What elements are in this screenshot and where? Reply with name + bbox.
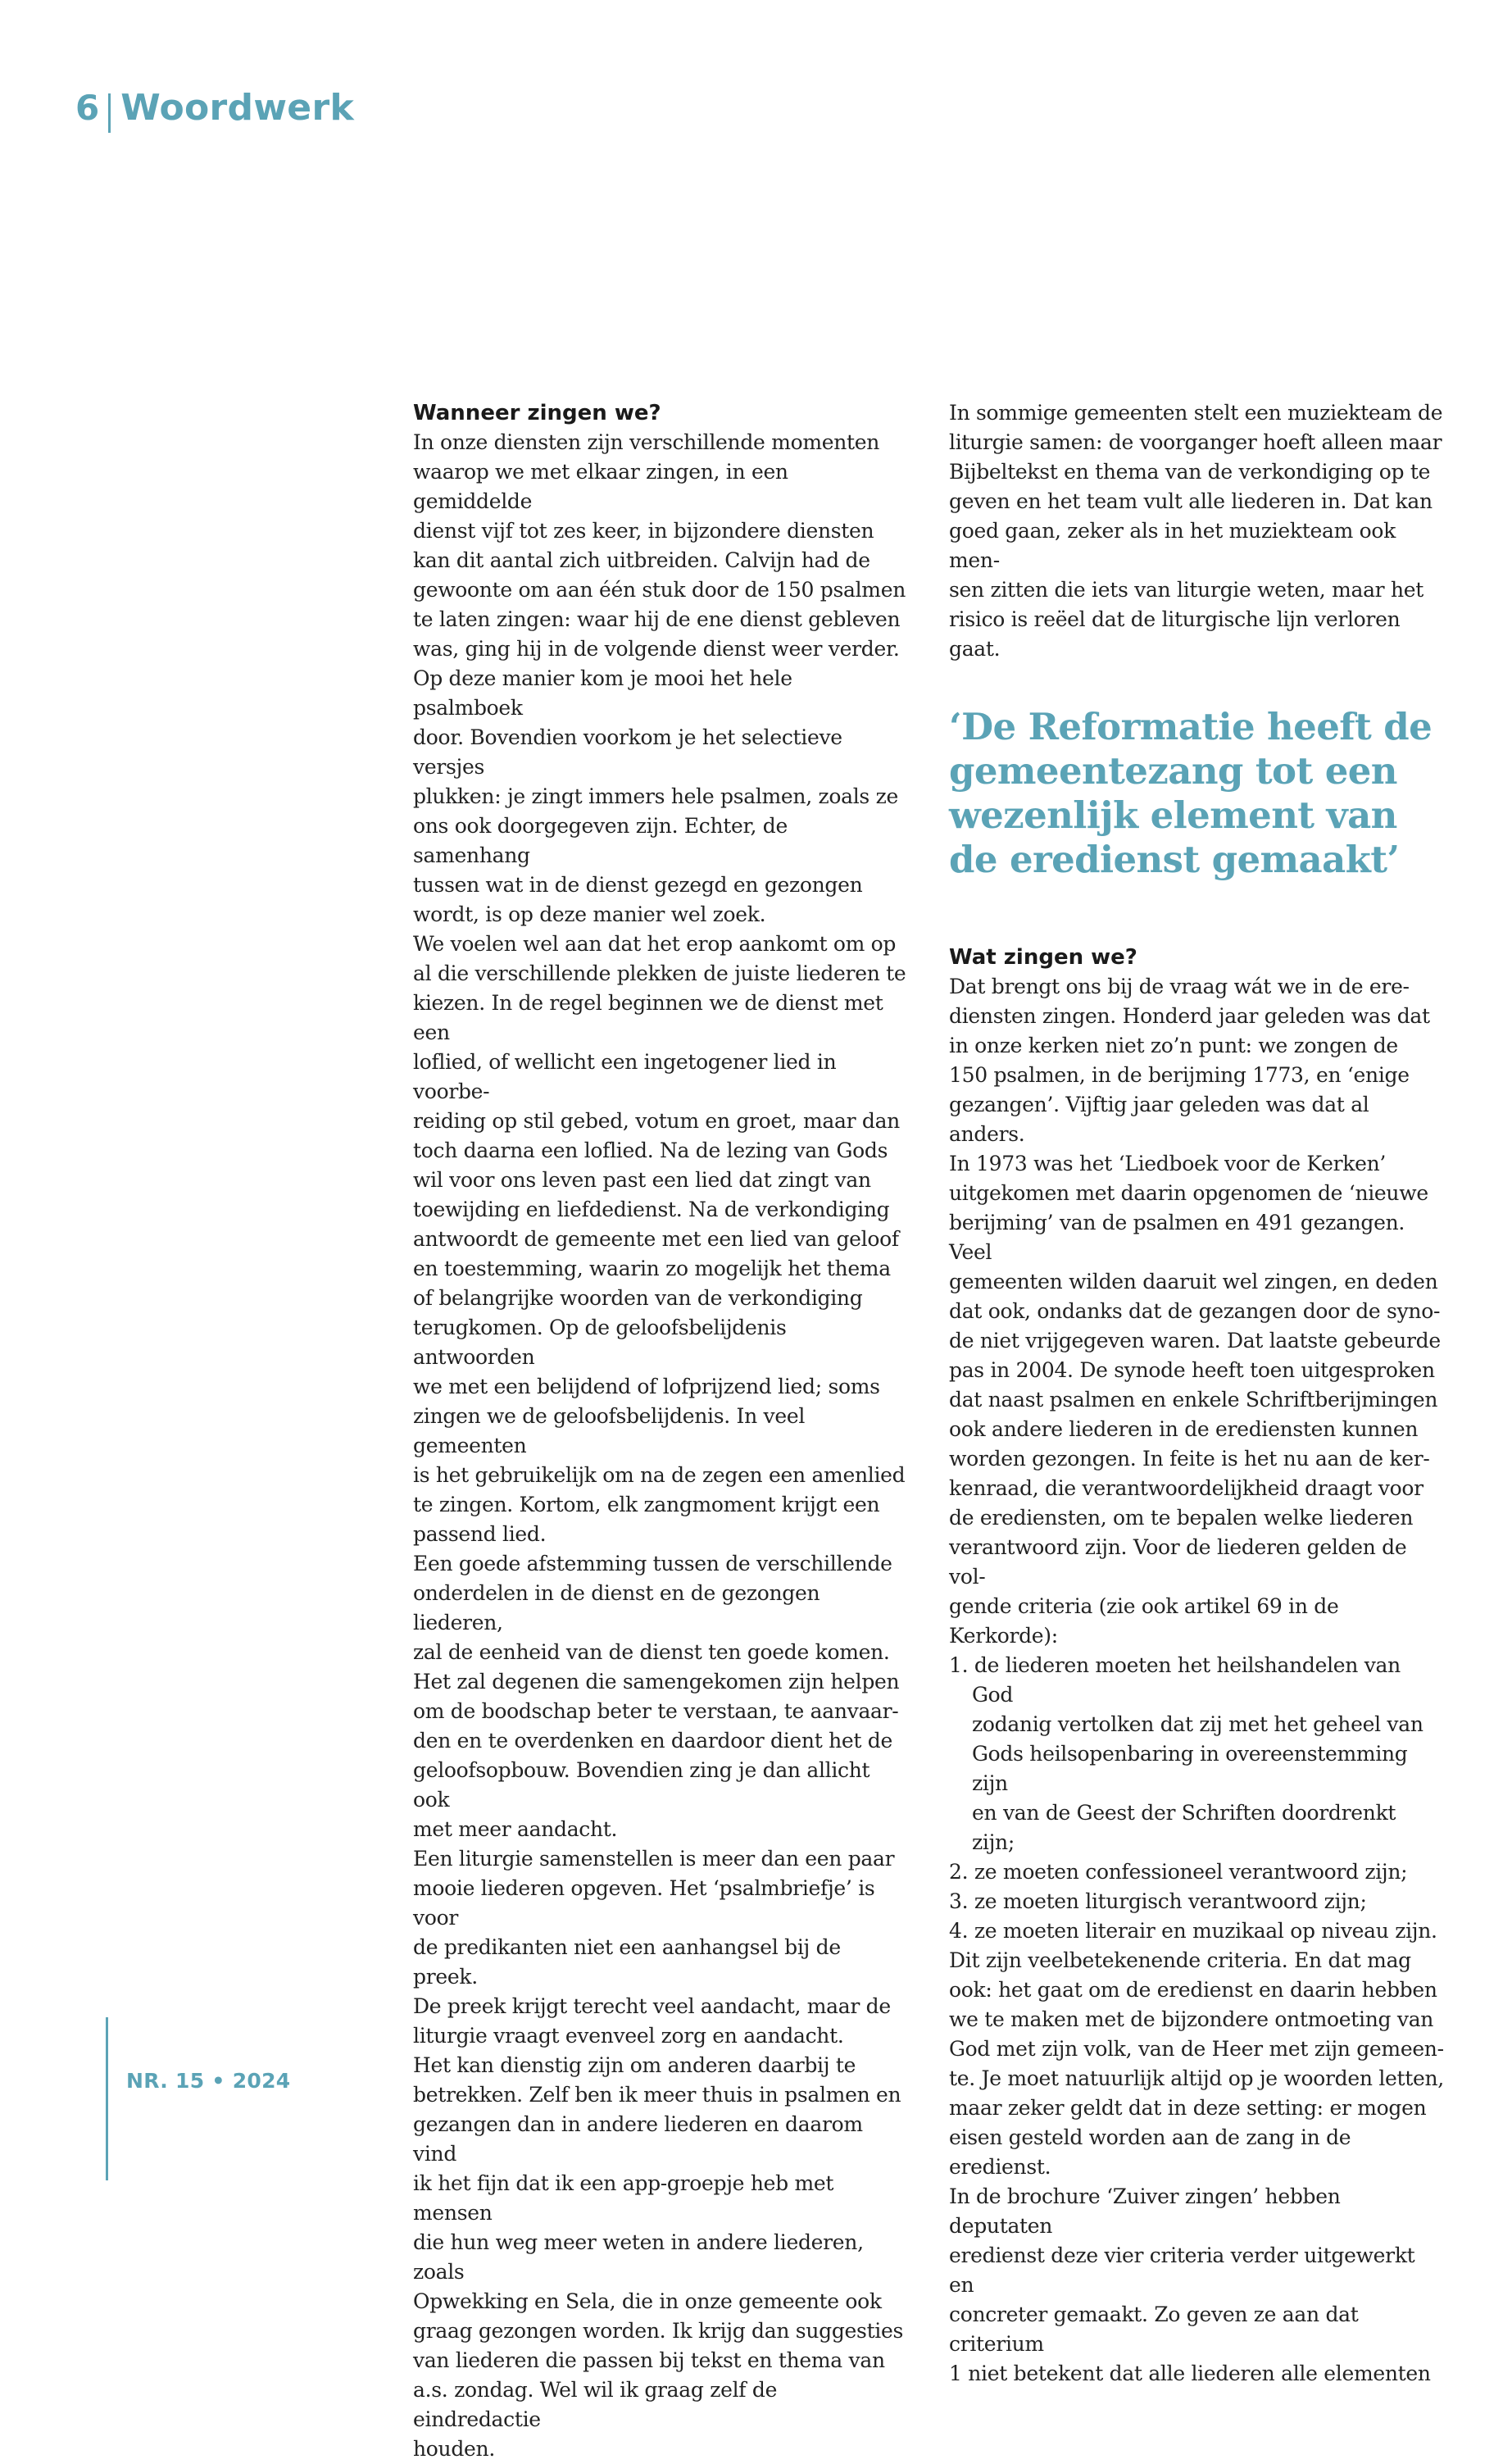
footer-divider <box>106 2017 108 2180</box>
body-paragraph: Dit zijn veelbetekenende criteria. En dat mag ook: het gaat om de eredienst en daarin hebben we te maken met de bijzondere ontmoeting van God met zijn volk, van de Heer met zijn gemeen- te. Je moet natuurlijk altijd op je woorden letten, maar zeker geldt dat in deze setting: er mogen eisen gesteld worden aan de zang in de eredienst. In de brochure ‘Zuiver zingen’ hebben deputaten eredienst deze vier criteria verder uitgewerkt en concreter gemaakt. Zo geven ze aan dat criterium 1 niet betekent dat alle liederen alle elementen <box>949 1948 1444 2385</box>
body-paragraph: Het kan dienstig zijn om anderen daarbij te betrekken. Zelf ben ik meer thuis in psalmen en gezangen dan in andere liederen en daarom vind ik het fijn dat ik een app-groepje heb met mensen die hun weg meer weten in andere liederen, zoals Opwekking en Sela, die in onze gemeente ook graag gezongen worden. Ik krijg dan suggesties van liederen die passen bij tekst en thema van a.s. zondag. Wel wil ik graag zelf de eindredactie houden. <box>413 2053 904 2461</box>
criteria-item: 2. ze moeten confessioneel verantwoord zijn; <box>949 1860 1408 1884</box>
criteria-list <box>949 1651 1444 1946</box>
left-column <box>413 398 908 2464</box>
criteria-item: 3. ze moeten liturgisch verantwoord zijn; <box>949 1889 1367 1913</box>
issue-number: NR. 15 • 2024 <box>126 2069 291 2093</box>
criteria-item: 4. ze moeten literair en muzikaal op niveau zijn. <box>949 1919 1437 1943</box>
header-divider <box>108 93 111 133</box>
heading-wanneer-zingen: Wanneer zingen we? <box>413 401 661 425</box>
section-title: Woordwerk <box>120 87 355 129</box>
body-paragraph: Een goede afstemming tussen de verschillende onderdelen in de dienst en de gezongen liederen, zal de eenheid van de dienst ten goede komen. Het zal degenen die samengekomen zijn helpen om de boodschap beter te verstaan, te aanvaar- den en te overdenken en daardoor dient het de geloofsopbouw. Bovendien zing je dan allicht ook met meer aandacht. <box>413 1552 900 1841</box>
body-paragraph: In onze diensten zijn verschillende momenten waarop we met elkaar zingen, in een gemiddelde dienst vijf tot zes keer, in bijzondere diensten kan dit aantal zich uitbreiden. Calvijn had de gewoonte om aan één stuk door de 150 psalmen te laten zingen: waar hij de ene dienst gebleven was, ging hij in de volgende dienst weer verder. Op deze manier kom je mooi het hele psalmboek door. Bovendien voorkom je het selectieve versjes plukken: je zingt immers hele psalmen, zoals ze ons ook doorgegeven zijn. Echter, de samenhang tussen wat in de dienst gezegd en gezongen wordt, is op deze manier wel zoek. <box>413 430 906 926</box>
body-paragraph: We voelen wel aan dat het erop aankomt om op al die verschillende plekken de juiste liederen te kiezen. In de regel beginnen we de dienst met een loflied, of wellicht een ingetogener lied in voorbe- reiding op stil gebed, votum en groet, maar dan toch daarna een loflied. Na de lezing van Gods wil voor ons leven past een lied dat zingt van toewijding en liefdedienst. Na de verkondiging antwoordt de gemeente met een lied van geloof en toestemming, waarin zo mogelijk het thema of belangrijke woorden van de verkondiging terugkomen. Op de geloofsbelijdenis antwoorden we met een belijdend of lofprijzend lied; soms zingen we de geloofsbelijdenis. In veel gemeenten is het gebruikelijk om na de zegen een amenlied te zingen. Kortom, elk zangmoment krijgt een passend lied. <box>413 932 906 1546</box>
pull-quote: ‘De Reformatie heeft de gemeentezang tot een wezenlijk element van de eredienst gemaakt’ <box>949 705 1433 881</box>
body-paragraph: Een liturgie samenstellen is meer dan een paar mooie liederen opgeven. Het ‘psalmbriefje’ is voor de predikanten niet een aanhangsel bij de preek. De preek krijgt terecht veel aandacht, maar de liturgie vraagt evenveel zorg en aandacht. <box>413 1847 895 2048</box>
body-paragraph: Dat brengt ons bij de vraag wát we in de ere- diensten zingen. Honderd jaar geleden was dat in onze kerken niet zo’n punt: we zongen de 150 psalmen, in de berijming 1773, en ‘enige gezangen’. Vijftig jaar geleden was dat al anders. In 1973 was het ‘Liedboek voor de Kerken’ uitgekomen met daarin opgenomen de ‘nieuwe berijming’ van de psalmen en 491 gezangen. Veel gemeenten wilden daaruit wel zingen, en deden dat ook, ondanks dat de gezangen door de syno- de niet vrijgegeven waren. Dat laatste gebeurde pas in 2004. De synode heeft toen uitgesproken dat naast psalmen en enkele Schriftberijmingen ook andere liederen in de erediensten kunnen worden gezongen. In feite is het nu aan de ker- kenraad, die verantwoordelijkheid draagt voor de erediensten, om te bepalen welke liederen verantwoord zijn. Voor de liederen gelden de vol- gende criteria (zie ook artikel 69 in de Kerkorde): <box>949 975 1441 1648</box>
page-header <box>75 89 354 128</box>
intro-paragraph: In sommige gemeenten stelt een muziekteam de liturgie samen: de voorganger hoeft alleen maar Bijbeltekst en thema van de verkondiging op te geven en het team vult alle liederen in. Dat kan goed gaan, zeker als in het muziekteam ook men- sen zitten die iets van liturgie weten, maar het risico is reëel dat de liturgische lijn verloren gaat. <box>949 401 1443 661</box>
heading-wat-zingen: Wat zingen we? <box>949 945 1137 970</box>
page-number: 6 <box>75 88 100 128</box>
criteria-item: 1. de liederen moeten het heilshandelen van God zodanig vertolken dat zij met het geheel van Gods heilsopenbaring in overeenstemming zijn en van de Geest der Schriften doordrenkt zijn; <box>949 1653 1423 1854</box>
right-column <box>949 398 1444 2389</box>
